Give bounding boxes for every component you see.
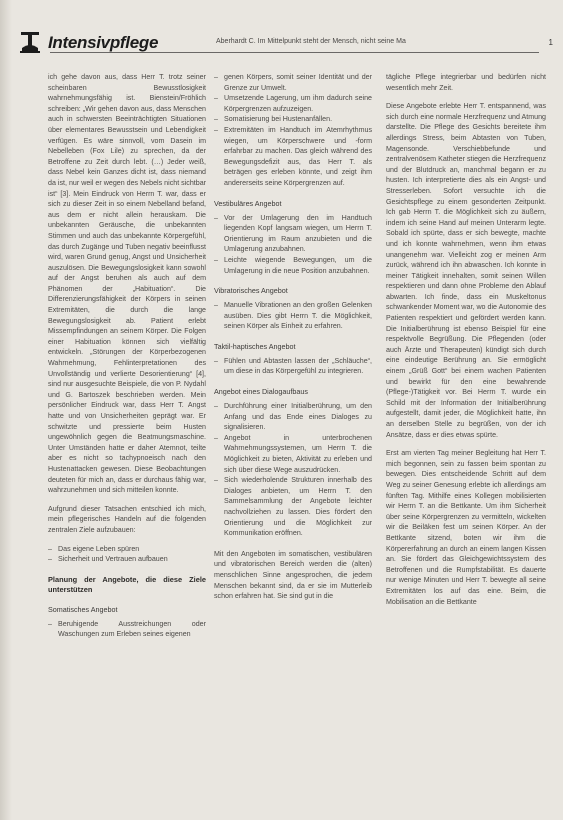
page-number: 1 [548, 38, 553, 47]
magazine-title: Intensivpflege [48, 33, 159, 52]
somatic-list [48, 619, 206, 640]
text-column-3 [386, 72, 546, 812]
header-claim: Aberhardt C. Im Mittelpunkt steht der Mensch, nicht seine Ma [216, 38, 406, 45]
subheading: Taktil-haptisches Angebot [214, 341, 296, 351]
section-heading: Planung der Angebote, die diese Ziele unterstützen [48, 574, 206, 594]
subheading: Vibratorisches Angebot [214, 286, 288, 296]
list-item: – Vor der Umlagerung den im Handtuch liegenden Kopf langsam wiegen, um Herrn T. Orientierung im Raum anzubieten und die Umlagerung anzubahnen. [214, 213, 372, 255]
list-item: – Sicherheit und Vertrauen aufbauen [48, 554, 206, 565]
page-edge-shadow [0, 0, 12, 820]
list-item: – Fühlen und Abtasten lassen der „Schläuche“, um diese in das Körpergefühl zu integrieren. [214, 356, 372, 377]
list-item: – Manuelle Vibrationen an den großen Gelenken ausüben. Dies gibt Herrn T. die Möglichkeit, seinen Körper als Einheit zu erfahren. [214, 300, 372, 332]
body-paragraph: ich gehe davon aus, dass Herr T. trotz seiner scheinbaren Bewusstlosigkeit wahrnehmungsfähig ist. Bienstein/Fröhlich schreiben: „Wir gehen davon aus, dass Menschen auch in schwersten Beeinträchtigten Situationen über elementares Bewusstsein und Lebendigkeit verfügen. Es wäre sinnvoll, vom Dasein im Nebelleben (Fox Lile) zu sprechen, da der Betroffene zu Zeit durch lebt. (…) Jeder weiß, dass Nebel kein Ganzes dicht ist, dass niemand da ist, nur weil er wegen des Nebels nicht sichtbar ist“ [3]. Mein Eindruck von Herrn T. war, dass er sich zu dieser Zeit in so einem Nebelland befand, aus dem er nicht allein herauskam. Die unbekannten Geräusche, die unbekannten Stimmen und auch das unbekannte Körpergefühl, das durch Zugänge und Tuben negativ beeinflusst wird, waren Grund genug, Angst und Unsicherheit auszulösen. Die Bewegungslosigkeit kann sowohl auf der Angst beruhen als auch auf dem Phänomen der „Habituation“. Die Differenzierungsfähigkeit der Körpers in seinen Extremitäten, die durch die lange Bewegungslosigkeit ab. Patient erlebt Missempfindungen an seinem Körper. Die Folgen einer Habituation können sich vielfältig entwickeln. „Störungen der Körperbezogenen Wahrnehmung, Fehlinterpretationen des Unvollständig und verlierte Desorientierung“ [4], sind nur ausgesuchte Beispiele, die von P. Nydahl und G. Bartoszek beschrieben werden. Mein persönlicher Eindruck war, dass Herr T. Angst hatte und von Unsicherheiten geprägt war. Er schwitzte und pressierte beim Husten ungewöhnlich gegen die Beatmungsmaschine. Unter Umständen hatte er daher Atemnot, teilte aber es nicht so tachypnoeisch nach den Hustenattacken gewesen. Diese Beobachtungen deuteten für mich an, dass er durchaus fähig war, wahrzunehmen und sich mitteilen konnte. [48, 73, 206, 495]
body-paragraph: tägliche Pflege integrierbar und bedürfen nicht wesentlich mehr Zeit. [386, 73, 546, 92]
list-item: – Durchführung einer Initialberührung, um den Anfang und das Ende eines Dialoges zu signalisieren. [214, 401, 372, 433]
magazine-logo-icon [18, 30, 42, 54]
body-paragraph: Diese Angebote erlebte Herr T. entspannend, was sich durch eine normale Herzfrequenz und Atmung darstellte. Die Pflege des Gesichts bereitete ihm allerdings Stress, beim Abtasten von Tuben, Magensonde. Verschiebbefunde und zentralvenösem Katheter stiegen die Herzfrequenz und der Blutdruck an, manchmal begann er zu husten. Ich interpretierte dies als ein Angst- und Stresserleben. Sofort versuchte ich die Gesichtspflege zu einem gesonderten Zeitpunkt. Ich gab Herrn T. die Möglichkeit sich zu äußern, indem ich seine Hand auf meinen Unterarm legte. Sobald ich spürte, dass er sich bewegte, machte und ich konnte wahrnehmen, wenn ihm etwas unangenehm war. Vielleicht zog er meinen Arm zurück, während ich ihn abwaschen. Ich konnte in meiner Tätigkeit innehalten, somit seinen Willen respektieren und dann ohne Probleme den Ablauf abwarten. Ich finde, dass ein Muskeltonus schwankender Moment war, wo die Autonomie des Patienten respektiert und gefördert werden kann. Die Initialberührung ist ebenso Beispiel für eine respektvolle Begrüßung. Die Pflegenden (oder auch Ärzte und Therapeuten) kündigt sich durch eine eindeutige Berührung an. Sie ermöglicht einem „Grüß Gott“ bei einem wachen Patienten und bewirkt für den eine bewahrende (Pflege-)Tätigkeit vor. Bei Herrn T. wurde ein Schild mit der Information der Initialberührung aufgestellt, damit jeder, die Möglichkeit hatte, ihn an derselben Stelle zu begrüßen, von der ich Ansätze, dass er dies etwas spürte. [386, 102, 546, 439]
list-item: – Extremitäten im Handtuch im Atemrhythmus wiegen, um Körperschwere und -form erfahrbar zu machen. Das gleich während des Bewegungsdefizit aus, das Herr T. als beträgen ges erleben könnte, und zeigt ihm andererseits seine Körpergrenzen auf. [214, 125, 372, 189]
body-paragraph: Mit den Angeboten im somatischen, vestibulären und vibratorischen Bereich werden die (alten) menschlichen Sinne angesprochen, die jedem Menschen bekannt sind, da er sie im Mutterleib schon erfahren hat. Sie sind gut in die [214, 549, 372, 601]
subheading: Angebot eines Dialogaufbaus [214, 387, 308, 397]
somatic-list-continued [214, 72, 372, 189]
header-rule [50, 52, 539, 53]
list-item: – Angebot in unterbrochenen Wahrnehmungssystemen, um Herrn T. die Möglichkeit zu bieten, Aktivität zu erleben und sich über diese Wege auszudrücken. [214, 433, 372, 475]
list-item: – Beruhigende Ausstreichungen oder Waschungen zum Erleben seines eigenen [48, 619, 206, 640]
text-column-2 [214, 72, 372, 812]
vibratory-list [214, 300, 372, 332]
list-item: – Somatisierung bei Hustenanfällen. [214, 114, 372, 125]
body-paragraph: Erst am vierten Tag meiner Begleitung hat Herr T. mich begonnen, sein zu fassen beim spontan zu bewegen. Dies entscheidende Schritt auf dem Weg zu seiner Genesung erlebte ich allerdings am fünften Tag. Mithilfe eines Kollegen mobilisierten wir Herrn T. an die Bettkante. Um ihm Sicherheit über seine Körpergrenzen zu vermitteln, wickelten wir die Beiläken fest um seinen Körper. An der Bettkante sitzend, boten wir ihm die Körpererfahrung an durch an einem langen Kissen an. Sie fördert das Gleichgewichtssystem des Betroffenen und die Rumpfstabilität. Es dauerte nur wenige Minuten und Herr T. bewegte all seine Extremitäten los auf das eine. Beim, die Mobilisation an die Bettkante [386, 449, 546, 606]
body-paragraph: Aufgrund dieser Tatsachen entschied ich mich, mein pflegerisches Handeln auf die folgenden zentralen Ziele aufzubauen: [48, 504, 206, 534]
list-item: – Das eigene Leben spüren [48, 544, 206, 555]
dialogue-list [214, 401, 372, 539]
vestibular-list [214, 213, 372, 277]
list-item: – genen Körpers, somit seiner Identität und der Grenze zur Umwelt. [214, 72, 372, 93]
list-item: – Leichte wiegende Bewegungen, um die Umlagerung in die neue Position anzubahnen. [214, 255, 372, 276]
goal-list [48, 544, 206, 565]
subheading: Somatisches Angebot [48, 604, 118, 614]
subheading: Vestibuläres Angebot [214, 198, 282, 208]
list-item: – Sich wiederholende Strukturen innerhalb des Dialoges anbieten, um Herrn T. den Sammelsammlung der Angebote leichter nachvollziehen zu lassen. Dies fördert den Orientierung und die Möglichkeit zur Kommunikation eröffnen. [214, 475, 372, 539]
page-header [18, 30, 553, 56]
text-column-1 [48, 72, 206, 812]
tactile-list [214, 356, 372, 377]
list-item: – Umsetzende Lagerung, um ihm dadurch seine Körpergrenzen aufzuzeigen. [214, 93, 372, 114]
